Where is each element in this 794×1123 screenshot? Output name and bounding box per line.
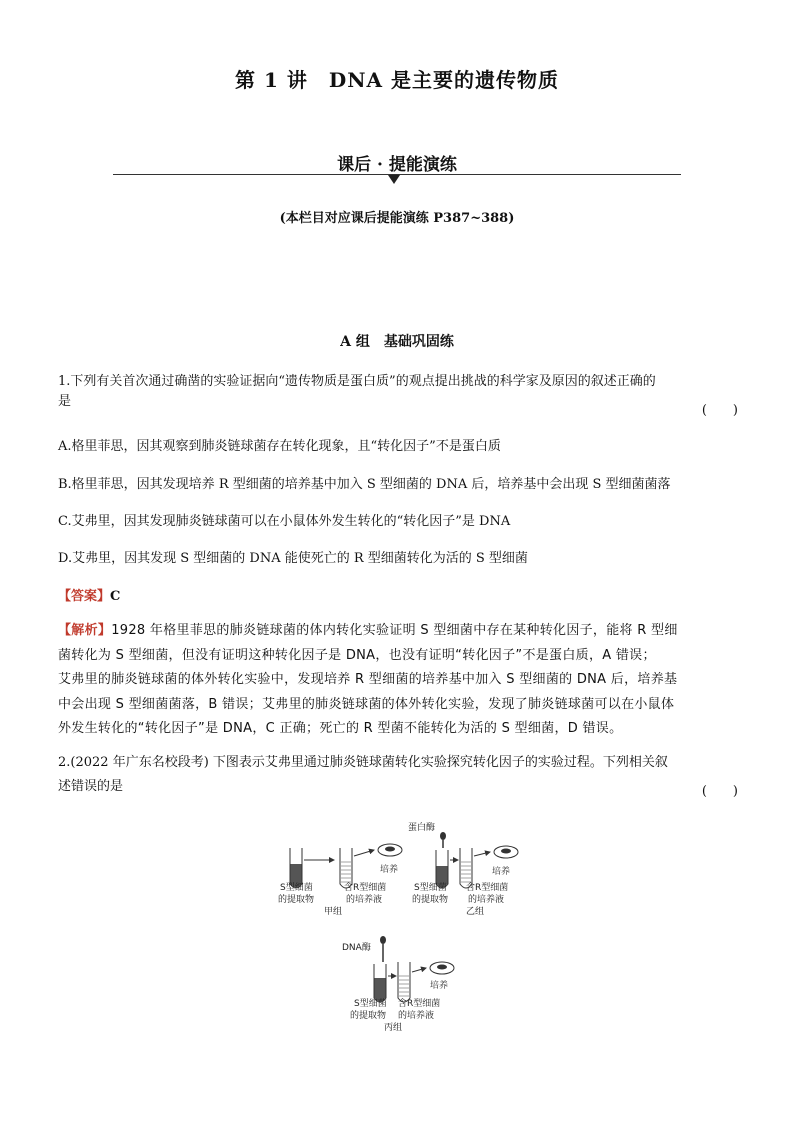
explanation-line: 【解析】1928 年格里菲思的肺炎链球菌的体内转化实验证明 S 型细菌中存在某种转化因子，能将 R 型细 (58, 623, 678, 638)
q1-option-c: C.艾弗里，因其发现肺炎链球菌可以在小鼠体外发生转化的“转化因子”是 DNA (58, 514, 511, 529)
q1-option-d: D.艾弗里，因其发现 S 型细菌的 DNA 能使死亡的 R 型细菌转化为活的 S 型细菌 (58, 551, 528, 566)
explanation-tag: 【解析】 (58, 623, 112, 638)
r-medium-label: 含R型细菌 (466, 883, 509, 893)
group-bing (342, 936, 454, 1033)
q1-stem-line2: 是 (58, 394, 72, 409)
culture-label: 培养 (430, 981, 449, 991)
petri-dish-icon (430, 962, 454, 974)
triangle-down-icon (388, 175, 400, 184)
group-yi (408, 821, 518, 917)
r-medium-label-2: 的培养液 (468, 895, 505, 905)
petri-dish-icon (378, 844, 402, 856)
explanation-line: 外发生转化的“转化因子”是 DNA，C 正确；死亡的 R 型菌不能转化为活的 S 型细菌，D 错误。 (58, 721, 623, 736)
r-medium-label: 含R型细菌 (344, 883, 387, 893)
q2-answer-blank: ( ) (701, 784, 738, 799)
q1-stem (58, 373, 740, 411)
group-heading: A 组 基础巩固练 (340, 334, 454, 350)
q2-stem-line2: 述错误的是 (58, 779, 124, 794)
dropper-icon (380, 936, 386, 962)
arrow-icon (412, 968, 426, 972)
culture-label: 培养 (492, 867, 511, 877)
group-yi-label: 乙组 (466, 907, 485, 917)
test-tube-icon (398, 962, 410, 1002)
q1-option-a: A.格里菲思，因其观察到肺炎链球菌存在转化现象，且“转化因子”不是蛋白质 (58, 439, 501, 454)
arrow-icon (354, 850, 374, 856)
q1-answer (58, 585, 120, 604)
q1-option-b: B.格里菲思，因其发现培养 R 型细菌的培养基中加入 S 型细菌的 DNA 后，培养基中会出现 S 型细菌菌落 (58, 477, 671, 492)
petri-dish-icon (494, 846, 518, 858)
q2-stem (58, 754, 740, 796)
s-extract-label-2: 的提取物 (350, 1011, 387, 1021)
test-tube-icon (340, 848, 352, 888)
dropper-icon (440, 832, 446, 848)
lesson-title: 第 1 讲 DNA 是主要的遗传物质 (235, 68, 559, 92)
test-tube-icon (290, 848, 302, 888)
s-extract-label: S型细菌 (354, 999, 387, 1009)
r-medium-label-2: 的培养液 (346, 895, 383, 905)
group-jia-label: 甲组 (324, 907, 343, 917)
r-medium-label: 含R型细菌 (398, 999, 441, 1009)
answer-value: C (110, 589, 121, 604)
explanation-line: 菌转化为 S 型细菌，但没有证明这种转化因子是 DNA，也没有证明“转化因子”不是蛋白质，A 错误； (58, 647, 656, 663)
experiment-figure (270, 812, 530, 1034)
s-extract-label-2: 的提取物 (412, 895, 449, 905)
q1-answer-blank: ( ) (701, 403, 738, 418)
s-extract-label: S型细菌 (414, 883, 447, 893)
s-extract-label-2: 的提取物 (278, 895, 315, 905)
q1-stem-line1: 1.下列有关首次通过确凿的实验证据向“遗传物质是蛋白质”的观点提出挑战的科学家及原因的叙述正确的 (58, 374, 656, 389)
s-extract-label: S型细菌 (280, 883, 313, 893)
arrow-icon (474, 852, 490, 856)
q1-explanation (58, 619, 742, 742)
test-tube-icon (460, 848, 472, 888)
section-heading: 课后 · 提能演练 (337, 155, 457, 175)
explanation-line: 中会出现 S 型细菌菌落，B 错误；艾弗里的肺炎链球菌的体外转化实验，发现了肺炎链球菌可以在小鼠体 (58, 696, 675, 712)
explanation-line: 艾弗里的肺炎链球菌的体外转化实验中，发现培养 R 型细菌的培养基中加入 S 型细菌的 DNA 后，培养基 (58, 672, 678, 687)
group-bing-label: 丙组 (384, 1023, 403, 1033)
protease-label: 蛋白酶 (408, 823, 436, 833)
test-tube-icon (374, 964, 386, 1002)
dnase-label: DNA酶 (342, 943, 371, 953)
group-jia (278, 844, 402, 917)
q2-stem-line1: 2.(2022 年广东名校段考) 下图表示艾弗里通过肺炎链球菌转化实验探究转化因子的实验过程。下列相关叙 (58, 755, 668, 770)
r-medium-label-2: 的培养液 (398, 1011, 435, 1021)
answer-tag: 【答案】 (58, 589, 111, 604)
page-reference-note: (本栏目对应课后提能演练 P387~388) (279, 211, 515, 226)
culture-label: 培养 (380, 865, 399, 875)
